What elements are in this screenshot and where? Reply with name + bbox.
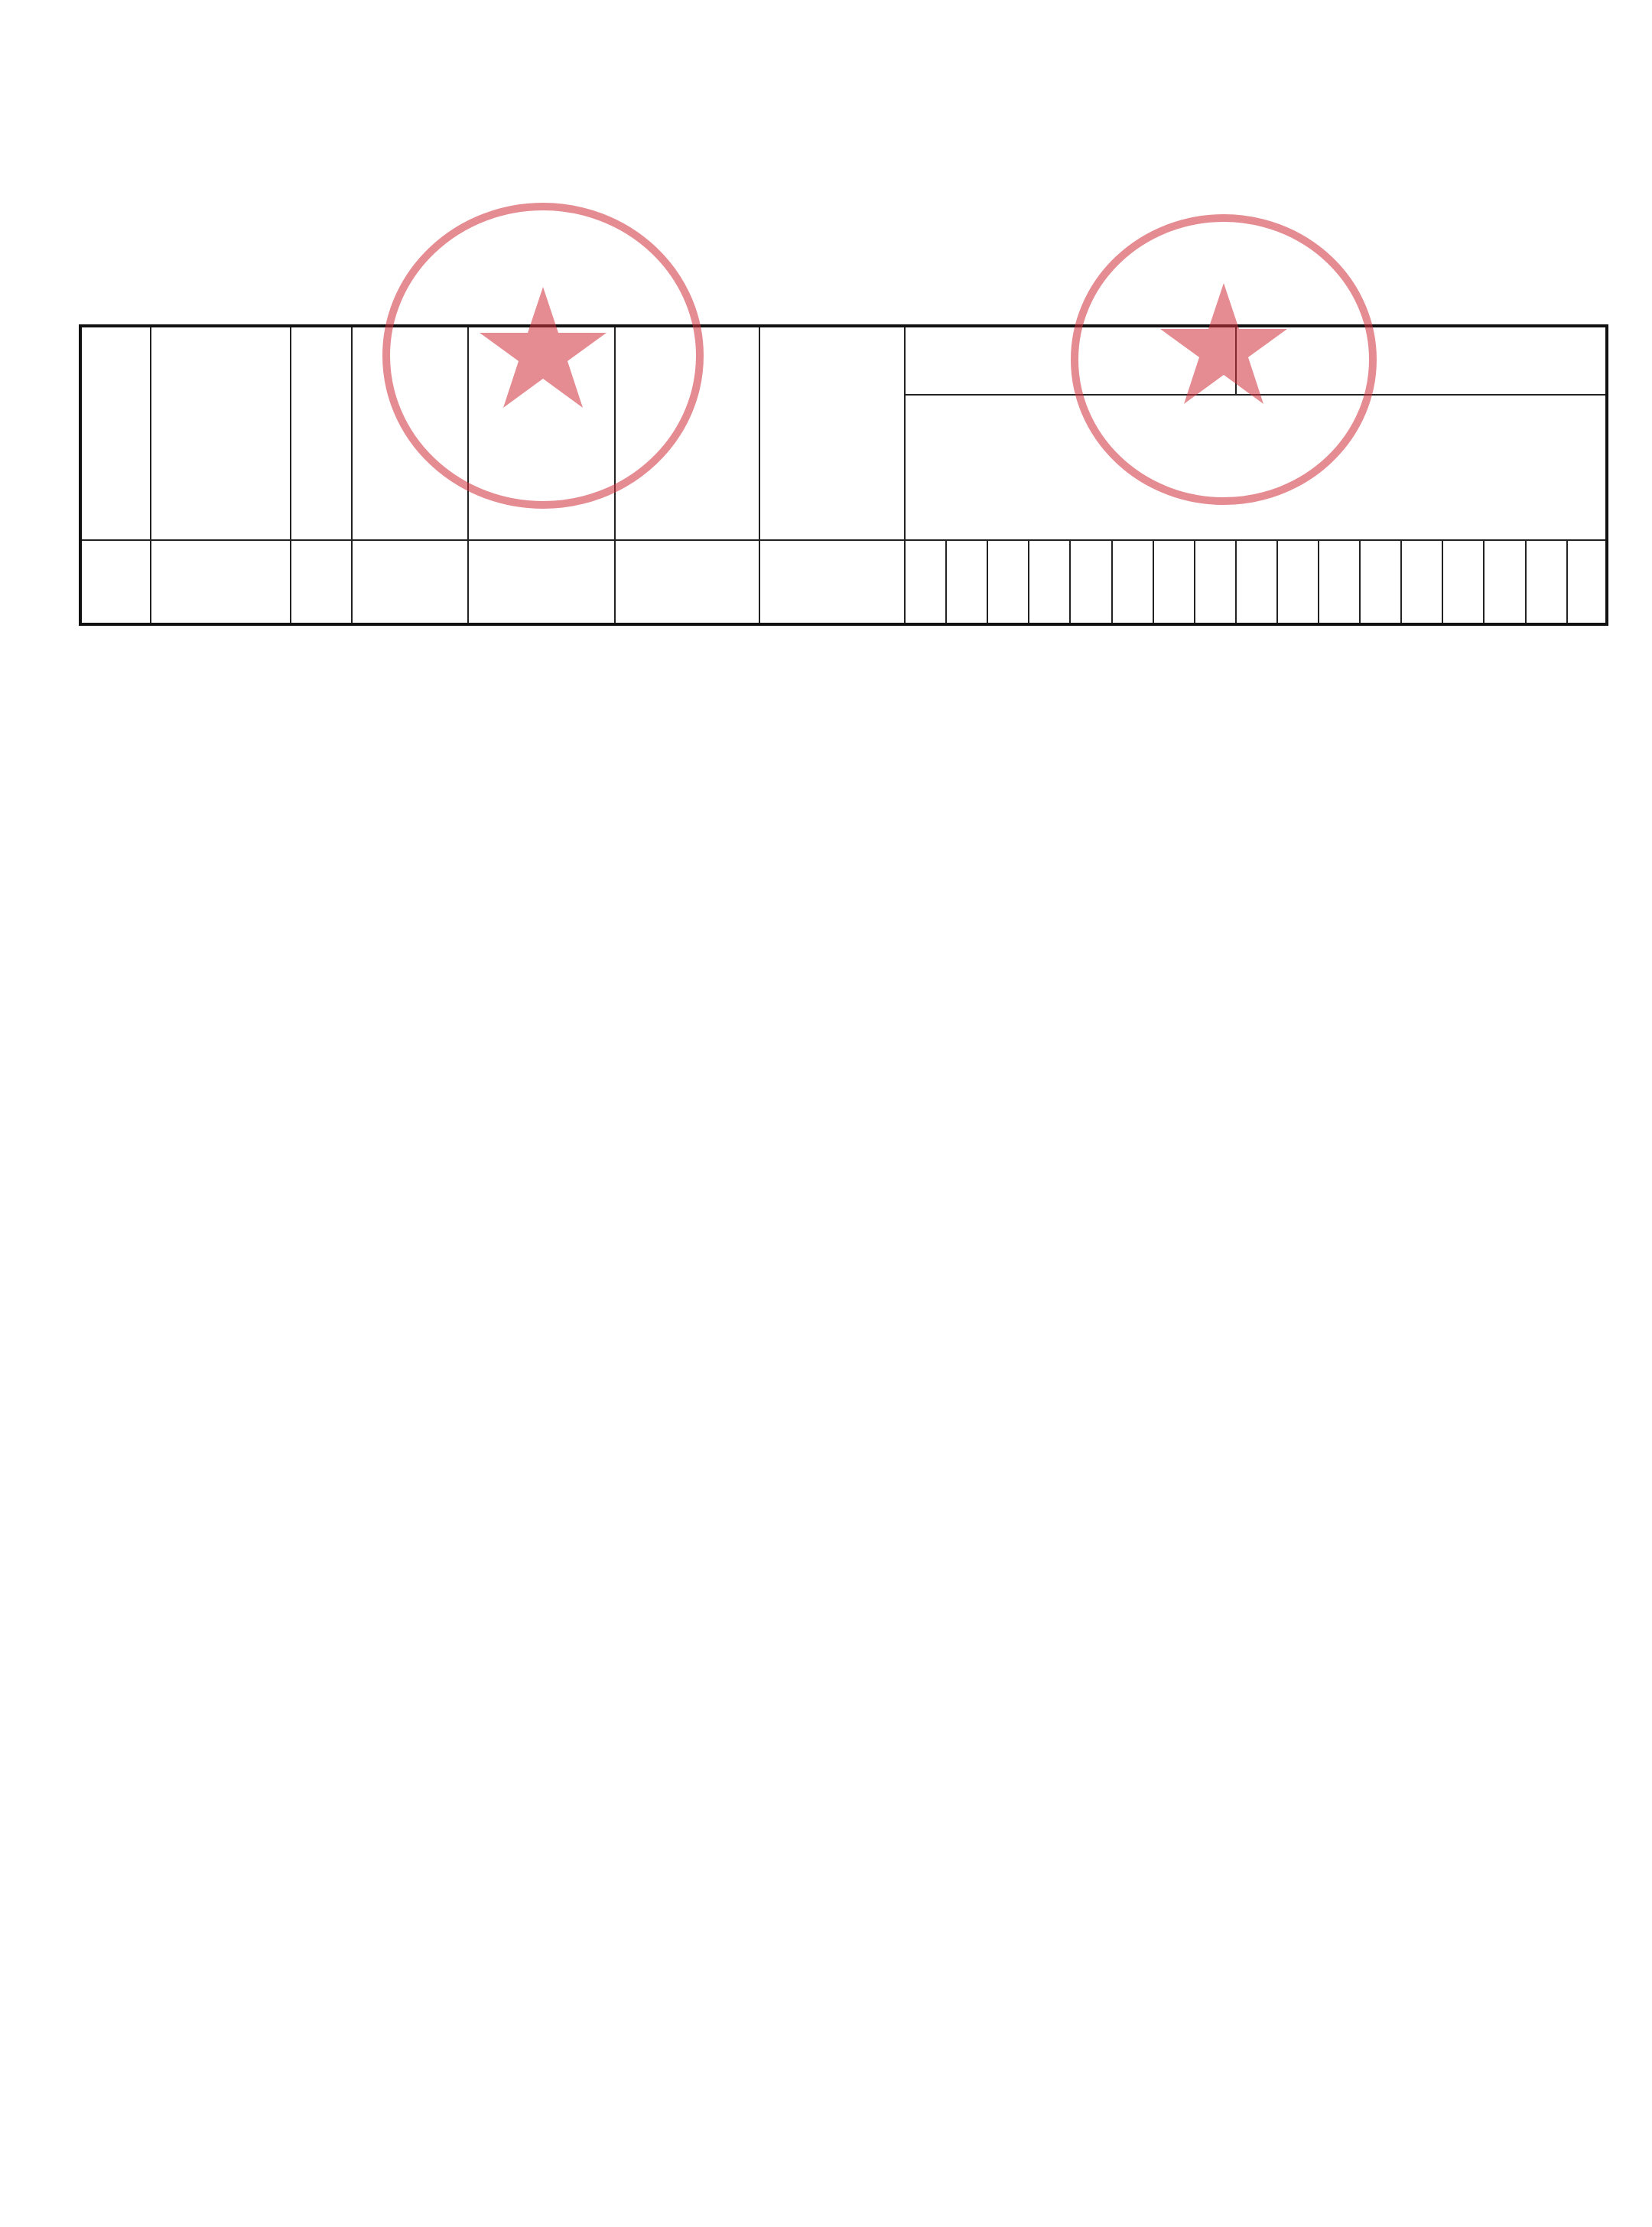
col-header-qty: [352, 326, 468, 540]
col-header-net: [759, 326, 905, 540]
header-row-groups: [80, 326, 1607, 395]
col-header-dep: [615, 326, 759, 540]
col-header-seq: [80, 326, 151, 540]
col-header-unit: [291, 326, 352, 540]
group-header-status: [905, 326, 1236, 395]
col-header-orig: [468, 326, 615, 540]
section-row: [80, 540, 1607, 624]
asset-ledger-table: [79, 324, 1608, 626]
section-label: [151, 540, 290, 624]
section-seq-cell: [80, 540, 151, 624]
col-header-name: [151, 326, 290, 540]
group-header-usage: [1236, 326, 1607, 395]
